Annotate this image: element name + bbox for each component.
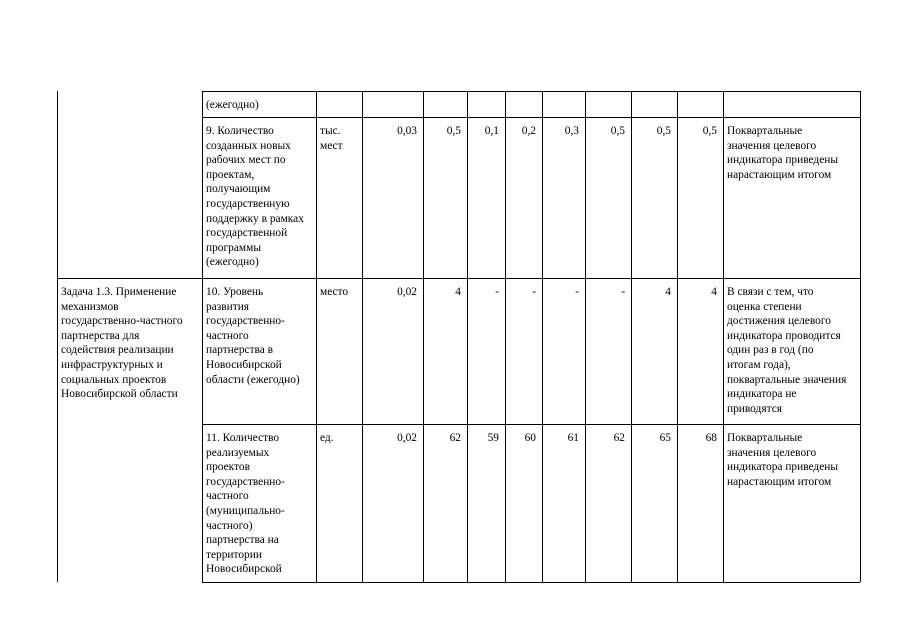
grid-line (677, 91, 678, 582)
grid-line (542, 91, 543, 582)
grid-line (505, 91, 506, 582)
grid-line (631, 91, 632, 582)
value-cell: 4 (665, 286, 671, 298)
grid-line (423, 91, 424, 582)
note-cell: В связи с тем, что оценка степени достижения целевого индикатора проводится один раз в год (по итогам года), поквартальные значения индикатора не приводятся (727, 286, 847, 415)
unit-cell: ед. (320, 432, 334, 444)
task-label: Задача 1.3. Применение механизмов государственно-частного партнерства для содействия реализации инфраструктурных и социальных проектов Новосибирской области (61, 286, 183, 401)
value-cell: 60 (524, 432, 536, 444)
value-cell: 0,5 (702, 125, 717, 137)
grid-line (57, 278, 860, 279)
grid-line (362, 91, 363, 582)
note-cell: Поквартальные значения целевого индикатора приведены нарастающим итогом (727, 432, 839, 488)
value-cell: 65 (659, 432, 671, 444)
grid-line (860, 91, 861, 582)
weight-cell: 0,03 (397, 125, 417, 137)
indicator-cell: 11. Количество реализуемых проектов государственно- частного (муниципально- частного) партнерства на территории Новосибирской (206, 432, 285, 576)
note-cell: Поквартальные значения целевого индикатора приведены нарастающим итогом (727, 125, 839, 181)
indicator-cell: 9. Количество созданных новых рабочих мест по проектам, получающим государственную поддержку в рамках государственной программы (ежегодно) (206, 125, 304, 269)
grid-line (202, 582, 860, 583)
indicator-cell: 10. Уровень развития государственно- частного партнерства в Новосибирской области (ежегодно) (206, 286, 300, 386)
weight-cell: 0,02 (397, 432, 417, 444)
grid-line (202, 424, 860, 425)
unit-cell: место (320, 286, 349, 298)
value-cell: 0,3 (564, 125, 579, 137)
value-cell: 0,5 (656, 125, 671, 137)
grid-line (585, 91, 586, 582)
weight-cell: 0,02 (397, 286, 417, 298)
value-cell: - (621, 286, 625, 298)
value-cell: 4 (455, 286, 461, 298)
value-cell: 0,2 (521, 125, 536, 137)
value-cell: 0,5 (610, 125, 625, 137)
value-cell: 0,5 (446, 125, 461, 137)
unit-cell: тыс. мест (320, 125, 343, 152)
value-cell: - (495, 286, 499, 298)
grid-line (467, 91, 468, 582)
value-cell: 68 (705, 432, 717, 444)
value-cell: 62 (613, 432, 625, 444)
grid-line (202, 117, 860, 118)
value-cell: 0,1 (484, 125, 499, 137)
value-cell: 61 (567, 432, 579, 444)
grid-line (202, 91, 860, 92)
indicator-cell: (ежегодно) (206, 99, 259, 111)
value-cell: 59 (487, 432, 499, 444)
value-cell: 4 (711, 286, 717, 298)
value-cell: - (532, 286, 536, 298)
value-cell: - (575, 286, 579, 298)
value-cell: 62 (449, 432, 461, 444)
